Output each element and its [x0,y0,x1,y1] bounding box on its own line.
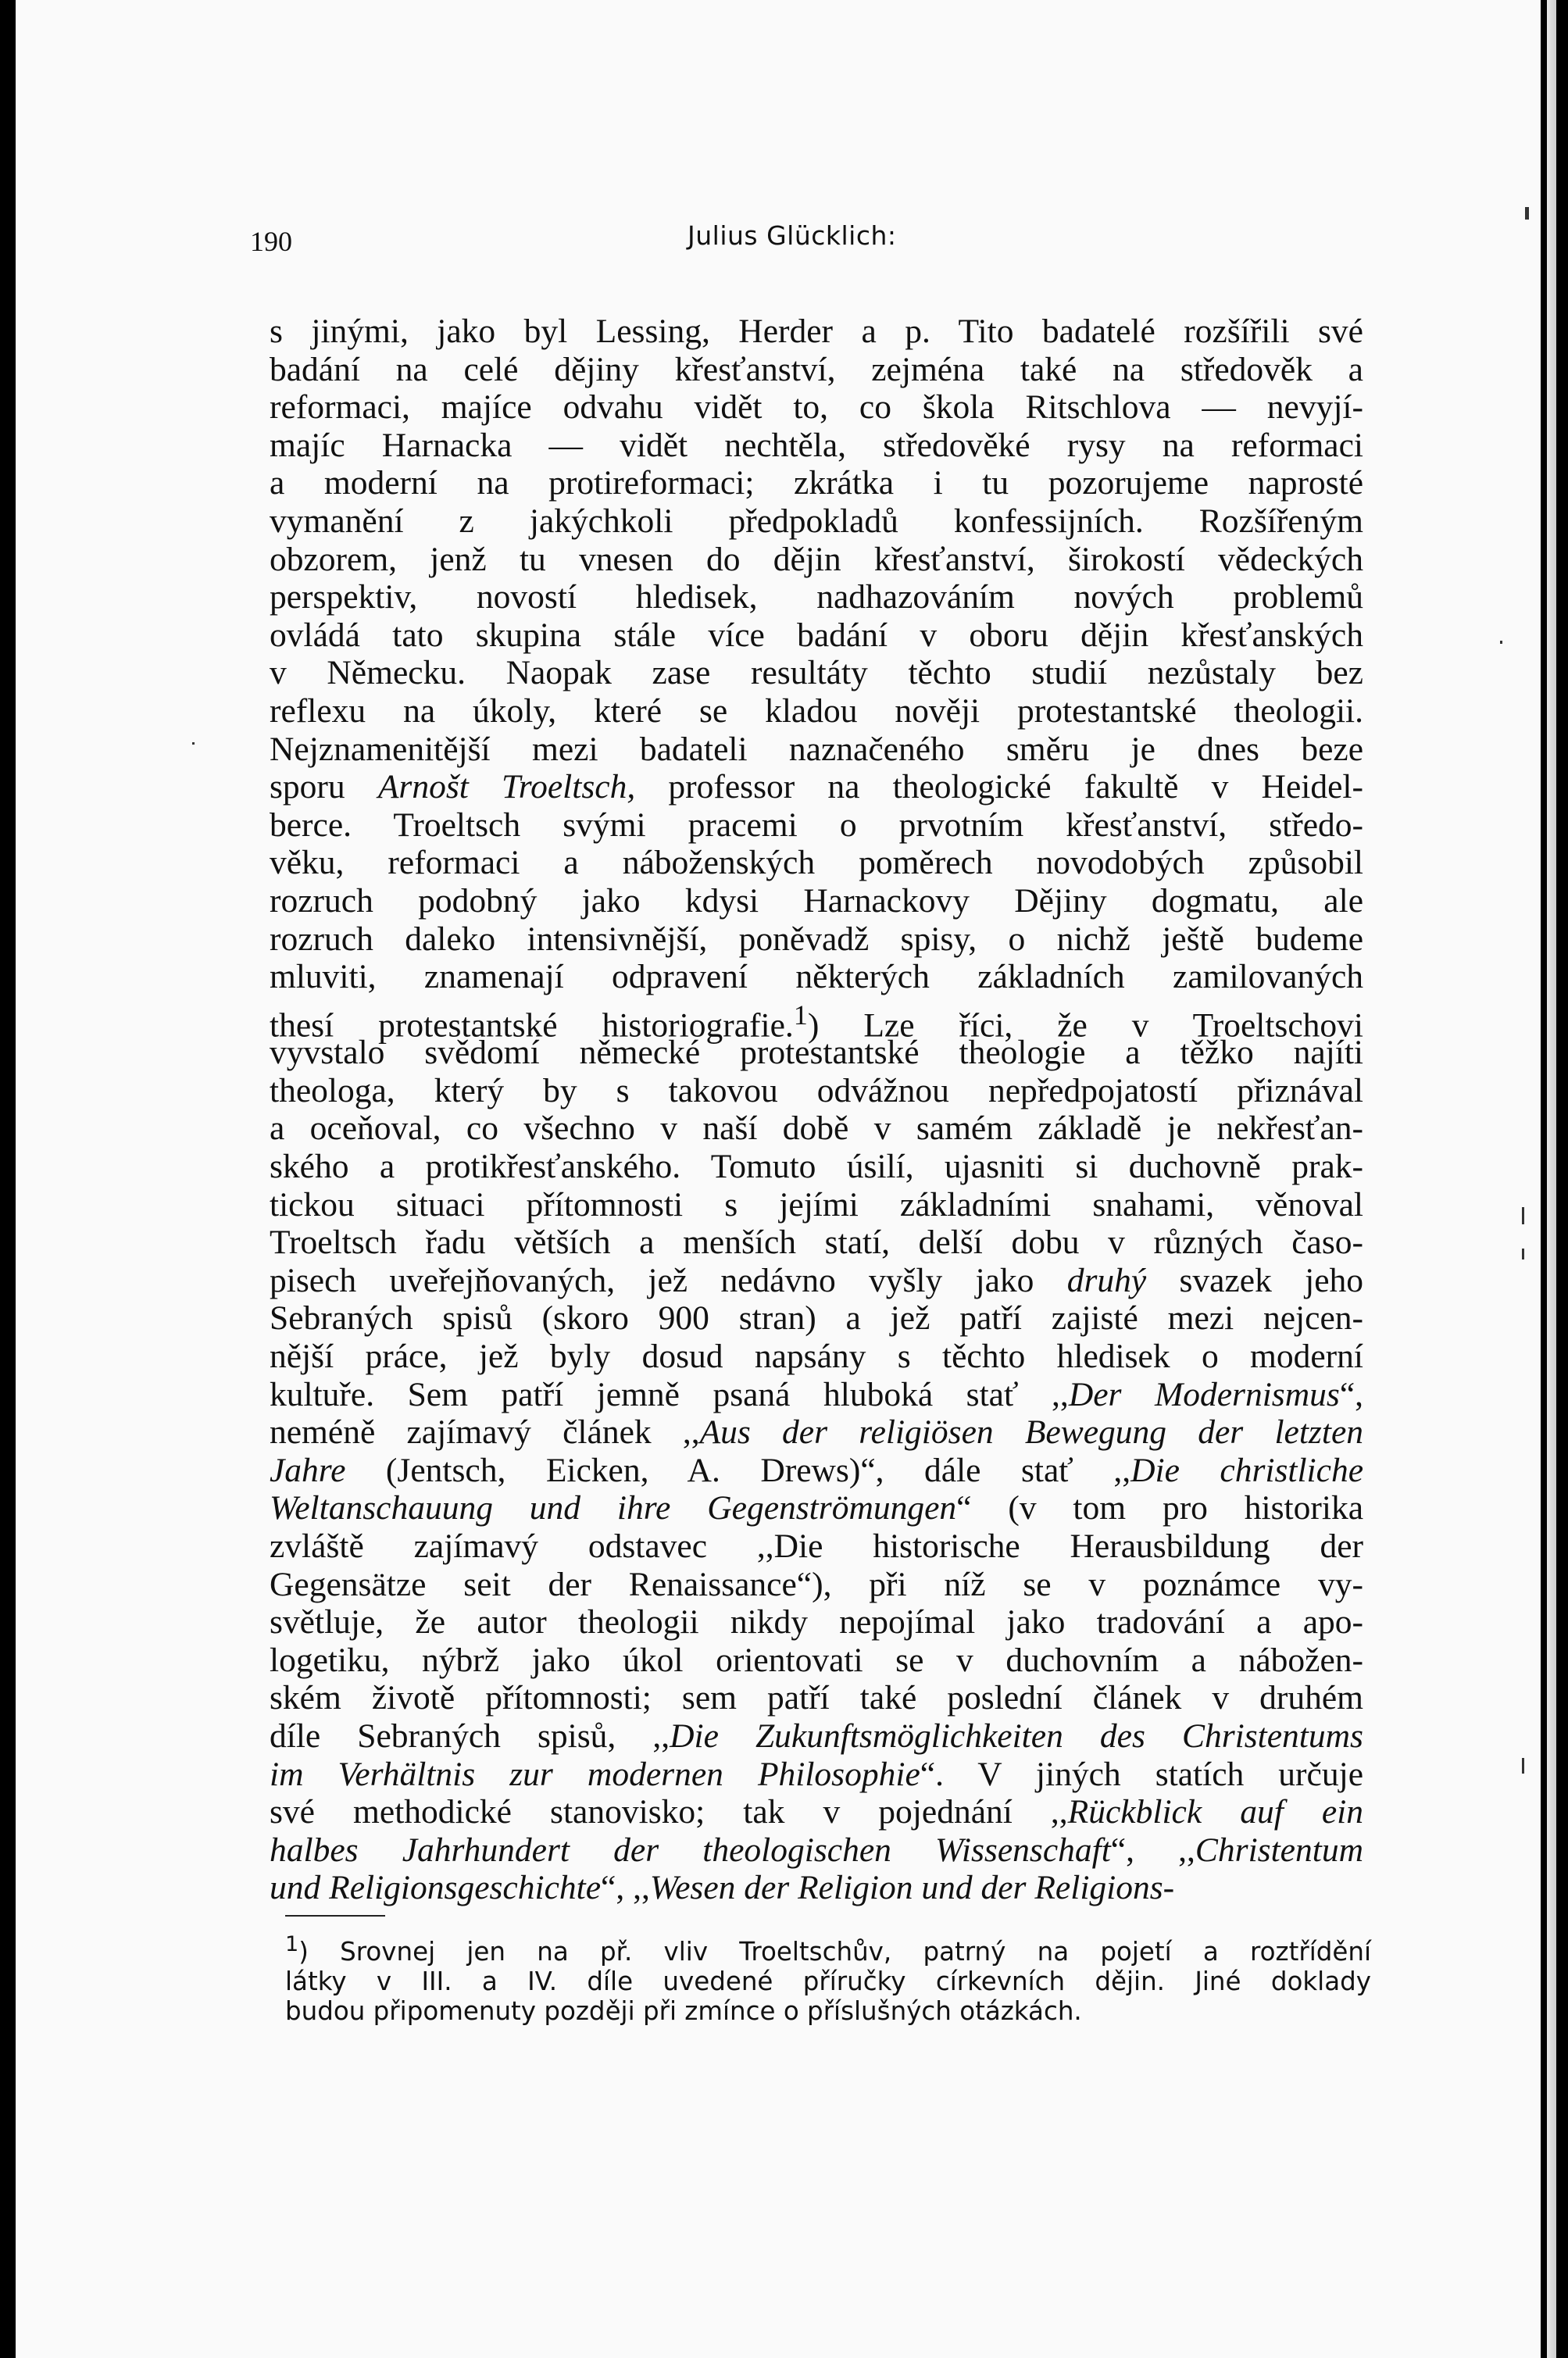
text-run: “, ,, [601,1869,650,1907]
page-number: 190 [250,226,292,257]
text-line [270,1413,1363,1452]
footnote-marker: 1 [285,1932,299,1956]
text-line [270,1452,1363,1490]
text-line: Gegensätze seit der Renaissance“), při níž se v poznámce vy- [270,1565,1363,1603]
text-line: reformaci, majíce odvahu vidět to, co škola Ritschlova — nevyjí- [270,388,1363,427]
text-line: s jinými, jako byl Lessing, Herder a p. Tito badatelé rozšířili své [270,313,1363,350]
running-head: Julius Glücklich: [688,220,897,251]
text-line: věku, reformaci a náboženských poměrech novodobých způsobil [270,844,1363,882]
text-line: ského a protikřesťanského. Tomuto úsilí, ujasniti si duchovně prak- [270,1148,1363,1186]
italic-title: Wesen der Religion und der Religions- [649,1869,1175,1907]
italic-title: Weltanschauung und ihre Gegenströmungen [270,1489,957,1527]
body-text [270,313,1363,1907]
text-line: majíc Harnacka — vidět nechtěla, středověké rysy na reformaci [270,426,1363,464]
footnote-separator [285,1915,385,1917]
text-line: Troeltsch řadu větších a menších statí, delší dobu v různých časo- [270,1224,1363,1262]
text-run: pisech uveřejňovaných, jež nedávno vyšly jako [270,1261,1067,1299]
italic-title: halbes Jahrhundert der theologischen Wissenschaft [270,1831,1111,1869]
italic-title: Jahre [270,1451,346,1489]
scan-speck [1522,1758,1524,1774]
text-line [270,768,1363,806]
text-run: “, ,, [1110,1831,1195,1869]
italic-title: Aus der religiösen Bewegung der letzten [699,1413,1363,1452]
text-line: zvláště zajímavý odstavec ,,Die historische Herausbildung der [270,1527,1363,1565]
italic-title: im Verhältnis zur modernen Philosophie [270,1755,920,1793]
footnote-line: budou připomenuty později při zmínce o příslušných otázkách. [285,1995,1082,2026]
text-run: “. V jiných statích určuje [920,1755,1363,1793]
text-run: ) Srovnej jen na př. vliv Troeltschův, patrný na pojetí a roztřídění [298,1936,1371,1967]
text-line: obzorem, jenž tu vnesen do dějin křesťanství, širokostí vědeckých [270,540,1363,578]
text-line [270,1489,1363,1527]
text-run: díle Sebraných spisů, ,, [270,1717,670,1755]
italic-title: druhý [1066,1261,1147,1299]
text-run: thesí protestantské historiografie. [270,1006,794,1045]
italic-title: Christentum [1195,1831,1363,1869]
text-line [270,1262,1363,1300]
text-line: světluje, že autor theologii nikdy nepojímal jako tradování a apo- [270,1603,1363,1642]
page-edge-shadow [1547,0,1556,2358]
text-run: kultuře. Sem patří jemně psaná hluboká stať ,, [270,1375,1069,1413]
text-line [270,1869,1363,1907]
text-line: logetiku, nýbrž jako úkol orientovati se v duchovním a nábožen- [270,1641,1363,1679]
text-line [270,1756,1363,1794]
scan-speck [1525,207,1529,220]
text-line [270,1376,1363,1414]
text-run: ) Lze říci, že v Troeltschovi [807,1006,1364,1045]
text-line: Sebraných spisů (skoro 900 stran) a jež patří zajisté mezi nejcen- [270,1299,1363,1338]
footnotes [285,1930,1371,2026]
text-line: v Německu. Naopak zase resultáty těchto studií nezůstaly bez [270,654,1363,692]
italic-title: und Religionsgeschichte [270,1869,602,1907]
italic-title: Der Modernismus [1068,1375,1340,1413]
italic-title: Rückblick auf ein [1067,1793,1364,1831]
scanned-page [16,0,1541,2358]
text-line: nější práce, jež byly dosud napsány s těchto hledisek o moderní [270,1338,1363,1376]
text-line: badání na celé dějiny křesťanství, zejména také na středověk a [270,350,1363,388]
page-header [250,220,1359,267]
text-line: rozruch podobný jako kdysi Harnackovy Dějiny dogmatu, ale [270,881,1363,920]
italic-title: Die christliche [1130,1451,1364,1489]
text-line [270,1793,1363,1831]
text-run: “, [1339,1375,1363,1413]
text-line [270,996,1364,1045]
footnote-line [285,1930,1371,1967]
text-line: Nejznamenitější mezi badateli naznačeného směru je dnes beze [270,730,1363,768]
text-run: svazek jeho [1146,1261,1364,1299]
scan-speck [1500,641,1502,644]
italic-title: Arnošt Troeltsch, [377,768,636,806]
italic-title: Die Zukunftsmöglichkeiten des Christentums [670,1717,1363,1755]
text-line: berce. Troeltsch svými pracemi o prvotním křesťanství, středo- [270,806,1363,844]
text-run: (Jentsch, Eicken, A. Drews)“, dále stať ,, [345,1451,1131,1489]
text-run: sporu [270,768,378,806]
text-line: vyvstalo svědomí německé protestantské theologie a těžko najíti [270,1034,1363,1072]
text-line: ském životě přítomnosti; sem patří také poslední článek v druhém [270,1679,1363,1717]
text-line: a moderní na protireformaci; zkrátka i tu pozorujeme naprosté [270,464,1363,502]
text-line: mluviti, znamenají odpravení některých základních zamilovaných [270,958,1363,996]
text-run: neméně zajímavý článek ,, [270,1413,700,1452]
footnote-marker: 1 [793,999,808,1031]
text-line: reflexu na úkoly, které se kladou nověji protestantské theologii. [270,691,1363,730]
text-line: a oceňoval, co všechno v naší době v samém základě je nekřesťan- [270,1109,1363,1148]
text-line [270,1831,1363,1870]
text-line: tickou situaci přítomnosti s jejími základními snahami, věnoval [270,1185,1363,1224]
scan-speck [192,742,195,745]
text-run: “ (v tom pro historika [956,1489,1364,1527]
text-line: ovládá tato skupina stále více badání v oboru dějin křesťanských [270,616,1363,654]
text-run: své methodické stanovisko; tak v pojednání ,, [270,1793,1068,1831]
footnote-line: látky v III. a IV. díle uvedené příručky církevních dějin. Jiné doklady [285,1966,1371,1996]
scan-speck [1522,1249,1524,1259]
text-line [270,1717,1363,1756]
text-line: rozruch daleko intensivnější, poněvadž spisy, o nichž ještě budeme [270,920,1363,958]
text-line: theologa, který by s takovou odvážnou nepředpojatostí přiznával [270,1071,1363,1109]
text-line: perspektiv, novostí hledisek, nadhazováním nových problemů [270,578,1363,616]
scan-speck [1522,1207,1524,1224]
text-line: vymanění z jakýchkoli předpokladů konfessijních. Rozšířeným [270,502,1363,540]
text-run: professor na theologické fakultě v Heidel- [635,768,1363,806]
